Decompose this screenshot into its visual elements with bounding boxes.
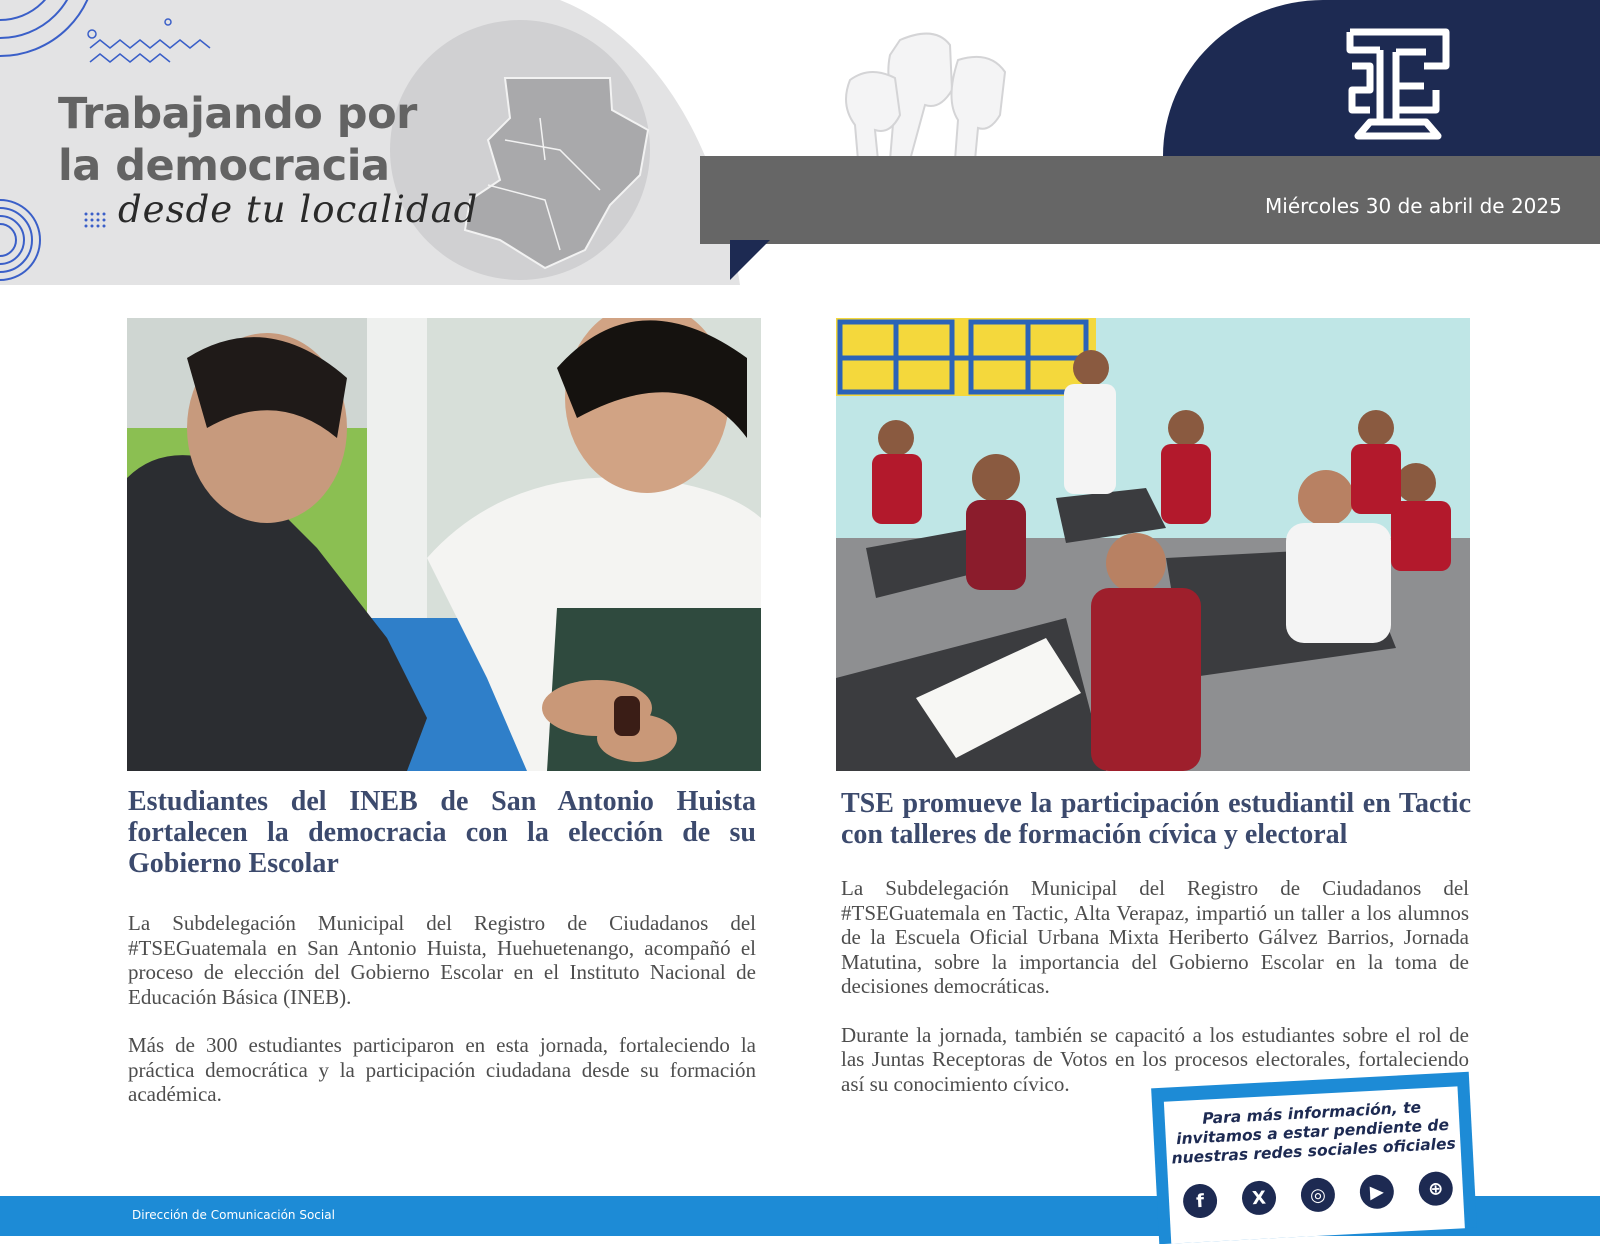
title-line-1: Trabajando por [58, 89, 417, 139]
article-1-headline: Estudiantes del INEB de San Antonio Huista fortalecen la democracia con la elección de su Gobierno Escolar [128, 786, 756, 879]
social-card-text: Para más información, te invitamos a estar pendiente de nuestras redes sociales oficiales [1171, 1098, 1457, 1168]
article-1-paragraph-1: La Subdelegación Municipal del Registro de Ciudadanos del #TSEGuatemala en San Antonio Huista, Huehuetenango, acompañó el proceso de elección del Gobierno Escolar en el Instituto Nacional de Educación Básica (INEB). [128, 911, 756, 1009]
arc-decoration-top [0, 0, 96, 56]
dot-grid-decoration [85, 213, 106, 228]
instagram-icon[interactable]: ◎ [1300, 1177, 1336, 1213]
raised-fists-icon [840, 20, 1030, 160]
zigzag-decoration-2 [90, 54, 170, 62]
page-title [58, 88, 417, 192]
facebook-icon[interactable]: f [1182, 1183, 1218, 1219]
date-bar-tip [700, 240, 770, 285]
article-1-paragraph-2: Más de 300 estudiantes participaron en esta jornada, fortaleciendo la práctica democrática y la participación ciudadana desde su formación académica. [128, 1033, 756, 1106]
article-2-photo [836, 318, 1470, 771]
zigzag-decoration [90, 40, 210, 48]
article-1-body [128, 911, 756, 1131]
article-2-paragraph-2: Durante la jornada, también se capacitó a los estudiantes sobre el rol de las Juntas Receptoras de Votos en los procesos electorales, fortaleciendo así su conocimiento cívico. [841, 1022, 1469, 1096]
tse-logo [1340, 26, 1460, 144]
article-1-photo [127, 318, 761, 771]
page-subtitle: desde tu localidad [118, 188, 479, 231]
x-icon[interactable]: X [1241, 1180, 1277, 1216]
youtube-icon[interactable]: ▶ [1359, 1174, 1395, 1210]
article-2-headline: TSE promueve la participación estudiantil en Tactic con talleres de formación cívica y electoral [841, 788, 1471, 850]
arc-decoration-bottom [0, 200, 40, 280]
title-line-2: la democracia [58, 141, 390, 191]
footer-text: Dirección de Comunicación Social [132, 1208, 335, 1222]
article-2-paragraph-1: La Subdelegación Municipal del Registro de Ciudadanos del #TSEGuatemala en Tactic, Alta Verapaz, impartió un taller a los alumnos de la Escuela Oficial Urbana Mixta Heriberto Gálvez Barrios, Jornada Matutina, sobre la importancia del Gobierno Escolar en la toma de decisiones democráticas. [841, 876, 1469, 998]
publication-date: Miércoles 30 de abril de 2025 [1265, 194, 1562, 218]
social-media-card [1151, 1072, 1477, 1244]
web-icon[interactable]: ⊕ [1418, 1171, 1454, 1207]
